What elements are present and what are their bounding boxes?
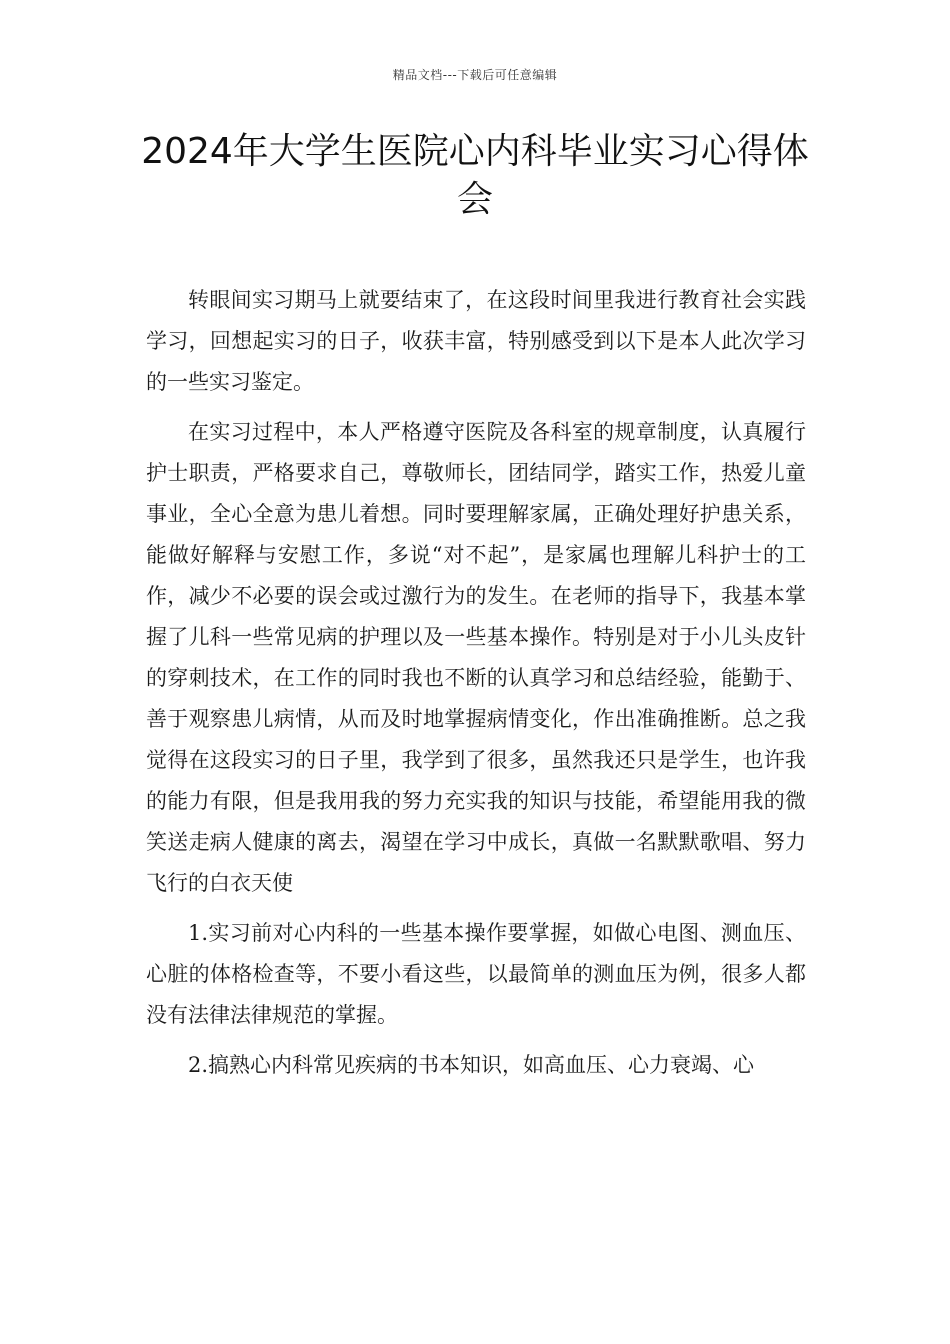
document-title: 2024年大学生医院心内科毕业实习心得体会	[141, 131, 809, 220]
paragraph: 1.实习前对心内科的一些基本操作要掌握，如做心电图、测血压、心脏的体格检查等，不要小看这些，以最简单的测血压为例，很多人都没有法律法律规范的掌握。	[146, 921, 806, 1027]
paragraph: 2.搞熟心内科常见疾病的书本知识，如高血压、心力衰竭、心	[188, 1053, 755, 1077]
paragraph: 在实习过程中，本人严格遵守医院及各科室的规章制度，认真履行护士职责，严格要求自己，尊敬师长，团结同学，踏实工作，热爱儿童事业，全心全意为患儿着想。同时要理解家属，正确处理好护患关系，能做好解释与安慰工作，多说“对不起”，是家属也理解儿科护士的工作，减少不必要的误会或过激行为的发生。在老师的指导下，我基本掌握了儿科一些常见病的护理以及一些基本操作。特别是对于小儿头皮针的穿刺技术，在工作的同时我也不断的认真学习和总结经验，能勤于、善于观察患儿病情，从而及时地掌握病情变化，作出准确推断。总之我觉得在这段实习的日子里，我学到了很多，虽然我还只是学生，也许我的能力有限，但是我用我的努力充实我的知识与技能，希望能用我的微笑送走病人健康的离去，渴望在学习中成长，真做一名默默歌唱、努力飞行的白衣天使	[146, 420, 806, 895]
page-header: 精品文档---下载后可任意编辑	[392, 68, 558, 82]
document-body	[146, 280, 806, 1095]
paragraph: 转眼间实习期马上就要结束了，在这段时间里我进行教育社会实践学习，回想起实习的日子，收获丰富，特别感受到以下是本人此次学习的一些实习鉴定。	[146, 288, 806, 394]
